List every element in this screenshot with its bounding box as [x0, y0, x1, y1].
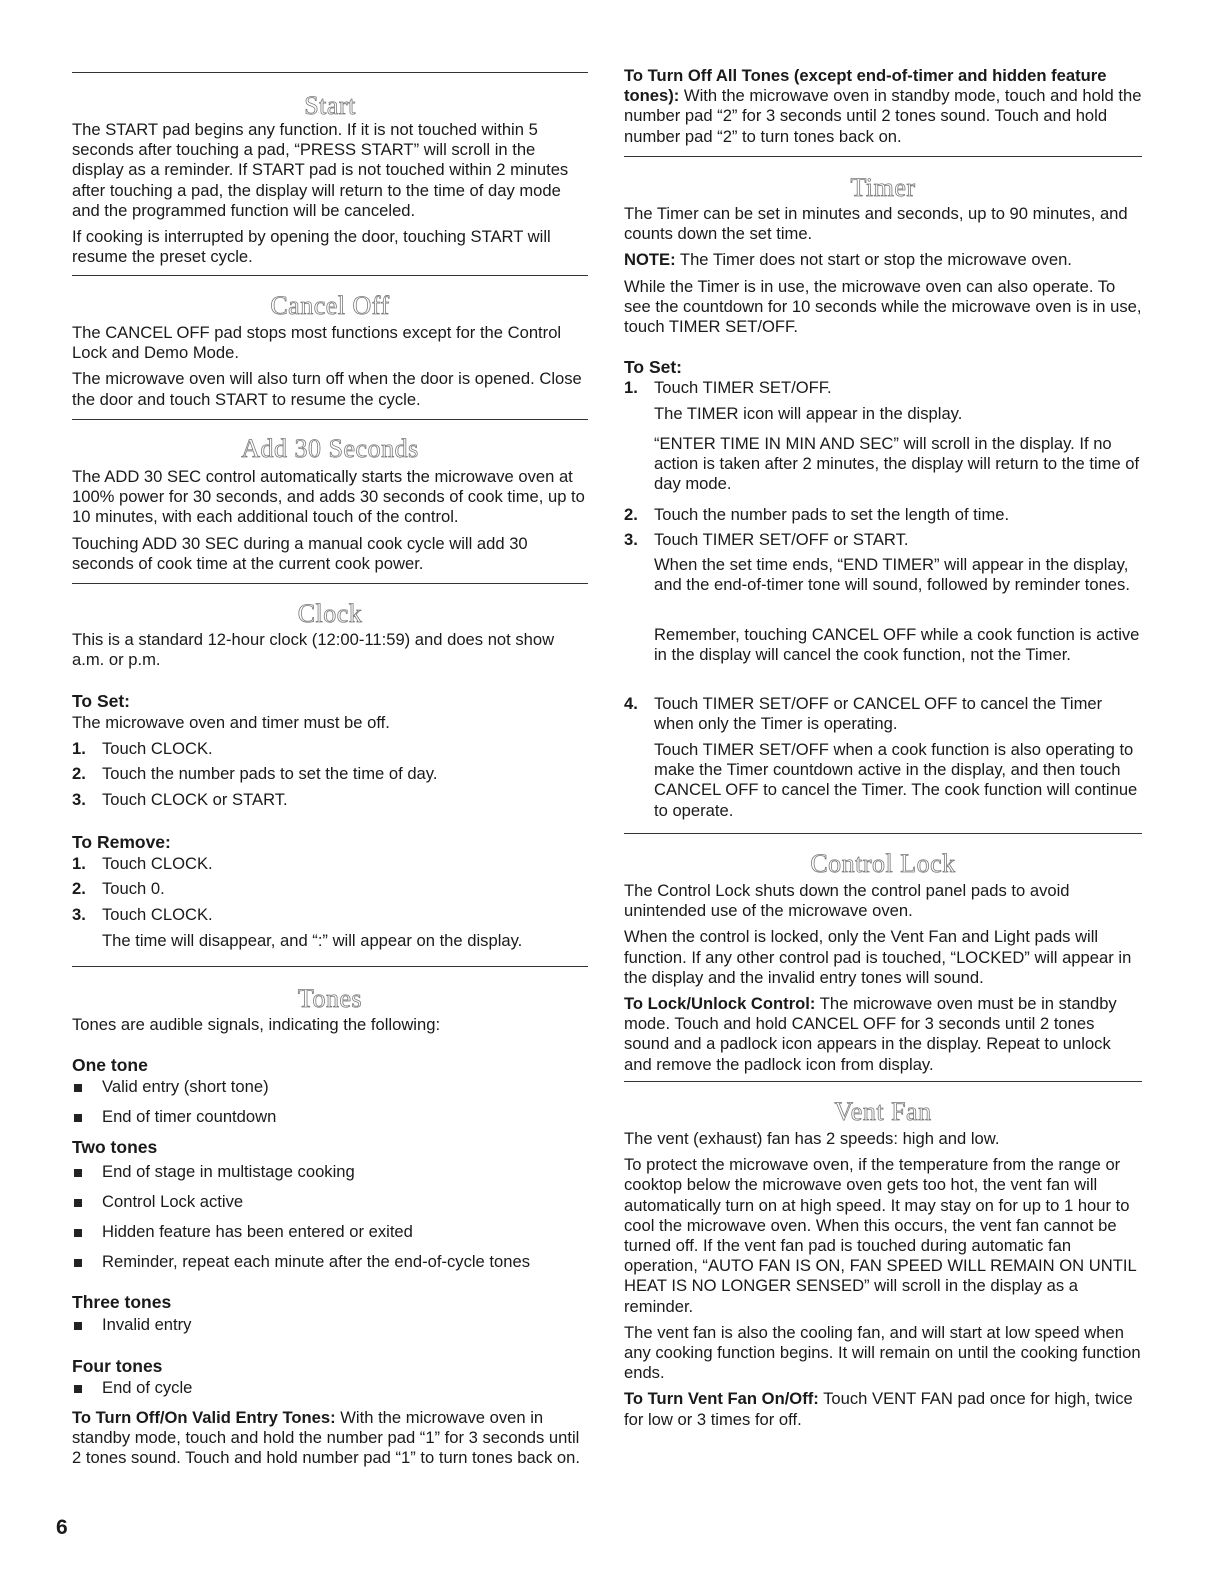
list-item: Invalid entry — [72, 1315, 588, 1335]
list-item: End of timer countdown — [72, 1107, 588, 1127]
heading-clock: Clock — [297, 599, 363, 628]
list-item: 1. Touch TIMER SET/OFF. — [624, 378, 832, 397]
step-note: When the set time ends, “END TIMER” will appear in the display, and the end-of-timer tone will sound, followed by reminder tones. — [654, 555, 1130, 595]
list-item: 4. Touch TIMER SET/OFF or CANCEL OFF to cancel the Timer when only the Timer is operating. — [624, 694, 1103, 734]
step-note: “ENTER TIME IN MIN AND SEC” will scroll in the display. If no action is taken after 2 minutes, the display will return to the time of day mode. — [654, 434, 1140, 494]
heading-tones: Tones — [297, 984, 363, 1013]
list-item: Valid entry (short tone) — [72, 1077, 588, 1097]
paragraph: To Lock/Unlock Control: The microwave oven must be in standby mode. Touch and hold CANCEL OFF for 3 seconds until 2 tones sound and a padlock icon appears in the display. Repeat to unlock and remove the padlock icon from display. — [624, 994, 1117, 1074]
heading-control-lock: Control Lock — [810, 849, 956, 878]
vent-fan-section — [624, 1129, 1142, 1430]
timer-intro — [624, 204, 1142, 337]
note-paragraph: NOTE: The Timer does not start or stop the microwave oven. — [624, 250, 1072, 270]
paragraph: The vent (exhaust) fan has 2 speeds: high and low. — [624, 1129, 1000, 1148]
three-tones-heading: Three tones — [72, 1292, 172, 1312]
step-note: Remember, touching CANCEL OFF while a cook function is active in the display will cancel the cook function, not the Timer. — [654, 625, 1140, 665]
paragraph: While the Timer is in use, the microwave oven can also operate. To see the countdown for 10 seconds while the microwave oven is in use, touch TIMER SET/OFF. — [624, 276, 1142, 337]
paragraph: The START pad begins any function. If it is not touched within 5 seconds after touching a pad, “PRESS START” will scroll in the display as a reminder. If START pad is not touched within 2 minutes after touching a pad, the display will return to the time of day mode and the programmed function will be canceled. — [72, 120, 569, 220]
clock-remove-note: The time will disappear, and “:” will appear on the display. — [102, 931, 523, 950]
add-30-section — [72, 467, 588, 574]
paragraph: Touching ADD 30 SEC during a manual cook cycle will add 30 seconds of cook time at the current cook power. — [72, 533, 528, 573]
one-tone-heading: One tone — [72, 1055, 148, 1075]
heading-start: Start — [304, 91, 356, 120]
list-item: End of stage in multistage cooking — [72, 1162, 588, 1182]
section-divider — [72, 419, 588, 420]
tones-intro: Tones are audible signals, indicating the following: — [72, 1015, 441, 1034]
paragraph: If cooking is interrupted by opening the door, touching START will resume the preset cycle. — [72, 227, 551, 267]
paragraph: The microwave oven will also turn off when the door is opened. Close the door and touch START to resume the cycle. — [72, 369, 582, 409]
section-divider — [72, 72, 588, 73]
clock-to-remove-heading: To Remove: — [72, 832, 171, 852]
control-lock-section — [624, 881, 1142, 1075]
list-item: 2. Touch the number pads to set the time of day. — [72, 764, 438, 783]
clock-set-intro: The microwave oven and timer must be off. — [72, 713, 390, 732]
heading-add-30-seconds: Add 30 Seconds — [241, 434, 419, 463]
list-item: 3. Touch TIMER SET/OFF or START. — [624, 530, 909, 549]
cancel-off-section — [72, 323, 588, 410]
list-item: 3. Touch CLOCK or START. — [72, 790, 288, 809]
heading-timer: Timer — [850, 173, 916, 202]
list-item: Reminder, repeat each minute after the end-of-cycle tones — [72, 1252, 588, 1272]
paragraph: The Control Lock shuts down the control panel pads to avoid unintended use of the microwave oven. — [624, 881, 1070, 921]
list-item: Hidden feature has been entered or exited — [72, 1222, 588, 1242]
list-item: 3. Touch CLOCK. — [72, 905, 213, 924]
paragraph: The CANCEL OFF pad stops most functions except for the Control Lock and Demo Mode. — [72, 323, 562, 363]
paragraph: The vent fan is also the cooling fan, and will start at low speed when any cooking function begins. It will remain on until the cooking function ends. — [624, 1322, 1141, 1383]
page-number: 6 — [56, 1516, 68, 1539]
start-section — [72, 120, 588, 267]
two-tones-heading: Two tones — [72, 1137, 158, 1157]
valid-entry-tones-paragraph: To Turn Off/On Valid Entry Tones: With the microwave oven in standby mode, touch and hold the number pad “1” for 3 seconds until 2 tones sound. Touch and hold number pad “1” to turn tones back on. — [72, 1408, 580, 1468]
heading-vent-fan: Vent Fan — [834, 1097, 932, 1126]
clock-to-set-heading: To Set: — [72, 691, 131, 711]
timer-to-set-heading: To Set: — [624, 357, 683, 377]
paragraph: The Timer can be set in minutes and seconds, up to 90 minutes, and counts down the set time. — [624, 204, 1128, 244]
list-item: 2. Touch the number pads to set the length of time. — [624, 505, 1010, 524]
list-item: Control Lock active — [72, 1192, 588, 1212]
list-item: 1. Touch CLOCK. — [72, 739, 213, 758]
section-divider — [72, 966, 588, 967]
section-divider — [624, 156, 1142, 157]
section-divider — [72, 275, 588, 276]
section-divider — [72, 583, 588, 584]
step-note: Touch TIMER SET/OFF when a cook function is also operating to make the Timer countdown active in the display, and then touch CANCEL OFF to cancel the Timer. The cook function will continue to operate. — [654, 740, 1138, 820]
paragraph: When the control is locked, only the Vent Fan and Light pads will function. If any other control pad is touched, “LOCKED” will appear in the display and the invalid entry tones will sound. — [624, 927, 1132, 987]
step-note: The TIMER icon will appear in the display. — [654, 404, 963, 423]
clock-intro — [72, 630, 588, 670]
list-item: End of cycle — [72, 1378, 588, 1398]
paragraph: The ADD 30 SEC control automatically starts the microwave oven at 100% power for 30 seconds, and adds 30 seconds of cook time, up to 10 minutes, with each additional touch of the control. — [72, 467, 585, 527]
paragraph: To Turn Vent Fan On/Off: Touch VENT FAN pad once for high, twice for low or 3 times for off. — [624, 1389, 1133, 1429]
paragraph: To protect the microwave oven, if the temperature from the range or cooktop below the microwave oven gets too hot, the vent fan will automatically turn on at high speed. It may stay on for up to 1 hour to cool the microwave oven. When this occurs, the vent fan cannot be turned off. If the vent fan pad is touched during automatic fan operation, “AUTO FAN IS ON, FAN SPEED WILL REMAIN ON UNTIL HEAT IS NO LONGER SENSED” will scroll in the display as a reminder. — [624, 1155, 1137, 1316]
all-tones-paragraph: To Turn Off All Tones (except end-of-timer and hidden feature tones): With the microwave oven in standby mode, touch and hold the number pad “2” for 3 seconds until 2 tones sound. Touch and hold number pad “2” to turn tones back on. — [624, 66, 1142, 146]
list-item: 2. Touch 0. — [72, 879, 165, 898]
four-tones-heading: Four tones — [72, 1356, 163, 1376]
section-divider — [624, 1081, 1142, 1082]
section-divider — [624, 833, 1142, 834]
heading-cancel-off: Cancel Off — [270, 291, 390, 320]
paragraph: This is a standard 12-hour clock (12:00-11:59) and does not show a.m. or p.m. — [72, 630, 555, 670]
list-item: 1. Touch CLOCK. — [72, 854, 213, 873]
